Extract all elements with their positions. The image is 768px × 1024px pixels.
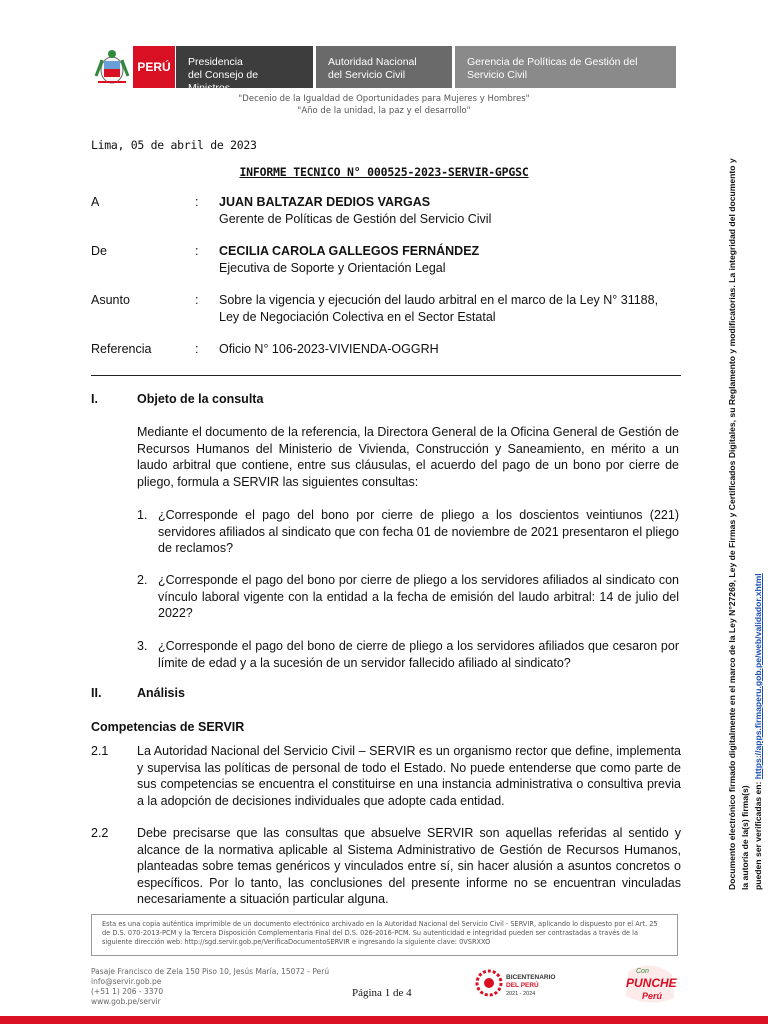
section-title: Análisis [137, 686, 185, 700]
report-title: INFORME TECNICO N° 000525-2023-SERVIR-GPGSC [239, 165, 529, 179]
memo-value-line1: CECILIA CAROLA GALLEGOS FERNÁNDEZ [219, 244, 480, 258]
header-box-servir-line1: Autoridad Nacional [328, 56, 417, 68]
memo-value-line2: Ejecutiva de Soporte y Orientación Legal [219, 260, 446, 275]
memo-label: A [91, 195, 100, 209]
signature-note-prefix: pueden ser verificadas en: [753, 779, 763, 890]
intro-paragraph: Mediante el documento de la referencia, la Directora General de la Oficina General de Gestión de Recursos Humanos del Ministerio de Vivienda, Construcción y Saneamiento, en mérito a un laudo arbitral que contiene, entre sus cláusulas, el acuerdo del pago de un bono por cierre de pliego, formula a SERVIR las siguientes consultas: [137, 425, 679, 489]
divider [91, 375, 681, 376]
question-text: ¿Corresponde el pago del bono de cierre de pliego a los servidores afiliados que cesaron por límite de edad y a la sucesión de un servidor fallecido afiliado al sindicato? [158, 639, 679, 670]
punche-word: PUNCHE [626, 976, 677, 990]
decade-line: "Decenio de la Igualdad de Oportunidades para Mujeres y Hombres" [238, 94, 530, 104]
page-number: Página 1 de 4 [352, 987, 412, 999]
bicentenario-country: DEL PERÚ [506, 982, 539, 989]
header-box-pcm [176, 46, 313, 94]
subheading-competencias: Competencias de SERVIR [91, 720, 245, 734]
email-link[interactable]: info@servir.gob.pe [91, 977, 162, 986]
memo-value-line2: Ley de Negociación Colectiva en el Sector Estatal [219, 309, 496, 324]
decade-slogan [0, 93, 768, 117]
memo-label: Asunto [91, 293, 130, 307]
memo-colon: : [195, 244, 199, 258]
paragraph-text: La Autoridad Nacional del Servicio Civil – SERVIR es un organismo rector que define, implementa y supervisa las políticas de personal de todo el Estado. No puede entenderse que como parte de sus competencias se encuentra el constituirse en una instancia administrativa o consultiva previa a la adopción de decisiones individuales que adopte cada entidad. [137, 744, 681, 808]
question-text: ¿Corresponde el pago del bono por cierre de pliego a los servidores afiliados al sindicato con vínculo laboral vigente con la entidad a la fecha de emisión del laudo arbitral: 14 de julio del 2022? [158, 573, 679, 620]
memo-value-line1: Sobre la vigencia y ejecución del laudo arbitral en el marco de la Ley N° 31188, [219, 293, 659, 307]
section-number: I. [91, 392, 98, 406]
header-box-servir-line2: del Servicio Civil [328, 69, 406, 81]
address-line: Pasaje Francisco de Zela 150 Piso 10, Jesús María, 15072 - Perú [91, 967, 330, 976]
contact-address [91, 967, 329, 1007]
header-box-pcm-line2: del Consejo de Ministros [188, 69, 259, 94]
website-link[interactable]: www.gob.pe/servir [91, 997, 161, 1006]
section-number: II. [91, 686, 102, 700]
section-title: Objeto de la consulta [137, 392, 264, 406]
digital-signature-note [726, 150, 766, 890]
bicentenario-logo [474, 968, 589, 998]
paragraph-number: 2.1 [91, 744, 109, 758]
year-line: "Año de la unidad, la paz y el desarrollo" [297, 106, 471, 116]
question-number: 1. [137, 508, 148, 522]
bicentenario-years: 2021 - 2024 [506, 991, 536, 997]
punche-con: Con [636, 968, 649, 975]
memo-colon: : [195, 293, 199, 307]
question-text: ¿Corresponde el pago del bono por cierre de pliego a los doscientos veintiunos (221) servidores afiliados al sindicato que con fecha 01 de noviembre de 2021 presentaron el pliego de reclamos? [158, 508, 679, 555]
peru-brand: PERÚ [133, 46, 175, 88]
paragraph-text: Debe precisarse que las consultas que absuelve SERVIR son aquellas referidas al sentido y alcance de la normativa aplicable al Sistema Administrativo de Gestión de Recursos Humanos, planteadas sobre temas genéricos y vinculados entre sí, sin hacer alusión a asuntos concretos o específicos. Por lo tanto, las conclusiones del presente informe no se encuentran vinculadas necesariamente a situación particular alguna. [137, 826, 681, 906]
memo-colon: : [195, 342, 199, 356]
document-date: Lima, 05 de abril de 2023 [91, 138, 257, 152]
header-box-gerencia-line2: Servicio Civil [467, 69, 528, 81]
header-box-gerencia [455, 46, 676, 88]
validator-link[interactable]: https://apps.firmaperu.gob.pe/web/validador.xhtml [753, 573, 763, 780]
question-number: 3. [137, 639, 148, 653]
header-box-pcm-line1: Presidencia [188, 56, 243, 68]
bicentenario-text: BICENTENARIO [506, 974, 556, 981]
header-box-gerencia-line1: Gerencia de Políticas de Gestión del [467, 56, 638, 68]
punche-peru: Perú [642, 991, 663, 1001]
coat-of-arms-icon [92, 46, 132, 88]
signature-note-line2 [752, 150, 765, 890]
phone-text: (+51 1) 206 - 3370 [91, 987, 164, 996]
con-punche-peru-logo [620, 962, 680, 1006]
memo-colon: : [195, 195, 199, 209]
question-number: 2. [137, 573, 148, 587]
memo-label: De [91, 244, 107, 258]
memo-value-line1: JUAN BALTAZAR DEDIOS VARGAS [219, 195, 431, 209]
header-box-servir [316, 46, 452, 88]
paragraph-number: 2.2 [91, 826, 109, 840]
authenticity-notice: Esta es una copia auténtica imprimible de un documento electrónico archivado en la Autoridad Nacional del Servicio Civil - SERVIR, aplicando lo dispuesto por el Art. 25 de D.S. 070-2013-PCM y la Tercera Disposición Complementaria Final del D.S. 026-2016-PCM. Su autenticidad e integridad pueden ser contrastadas a través de la siguiente dirección web: http://sgd.servir.gob.pe/VerificaDocumentoSERVIR e ingresando la siguiente clave: 0VSRXXO [91, 914, 678, 956]
signature-note-line1: Documento electrónico firmado digitalmente en el marco de la Ley N°27269, Ley de Firmas y Certificados Digitales, su Reglamento y modificatorias. La integridad del documento y la autoría de la(s) firma(s) [727, 158, 750, 890]
footer-red-bar [0, 1016, 768, 1024]
memo-value-line1: Oficio N° 106-2023-VIVIENDA-OGGRH [219, 342, 439, 356]
memo-value-line2: Gerente de Políticas de Gestión del Servicio Civil [219, 211, 492, 226]
memo-label: Referencia [91, 342, 152, 356]
